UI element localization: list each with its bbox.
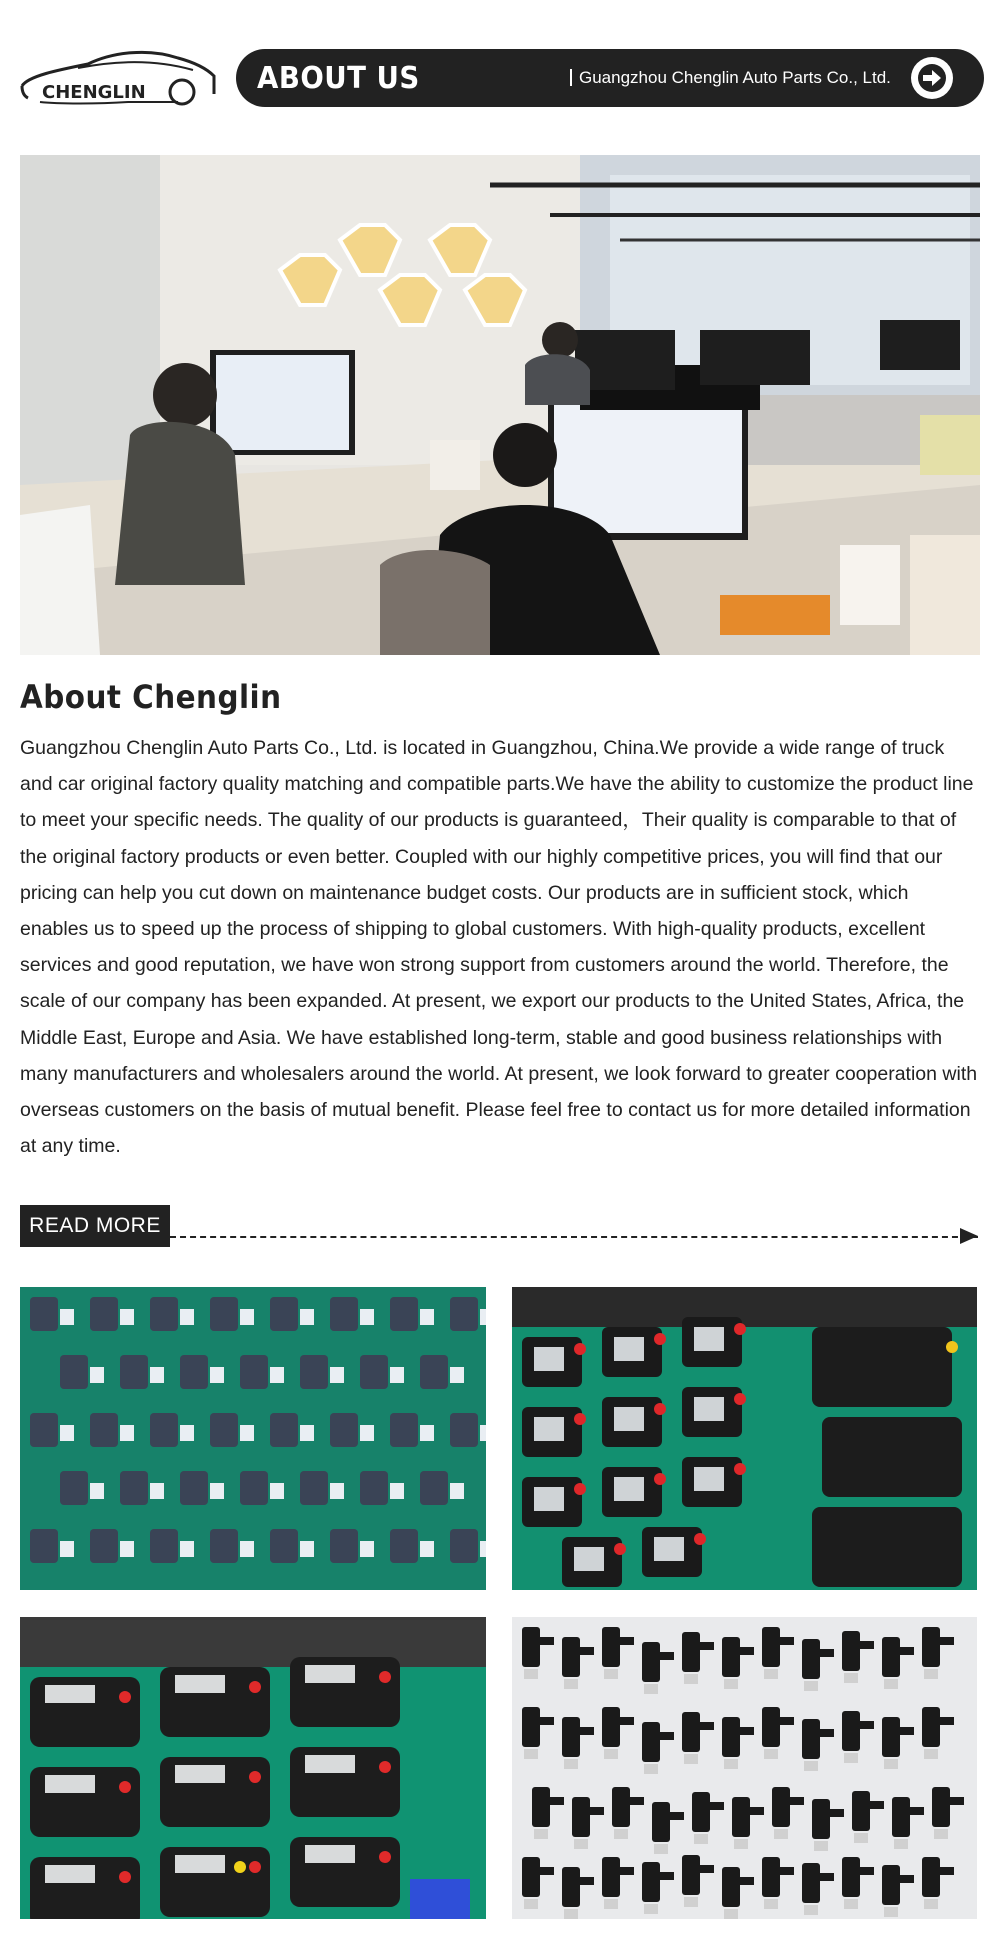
product-photo-3 xyxy=(20,1617,486,1919)
product-photo-1 xyxy=(20,1287,486,1590)
product-photo-2 xyxy=(512,1287,977,1590)
arrow-head-icon xyxy=(960,1228,978,1244)
separator xyxy=(570,69,572,86)
dashed-divider xyxy=(170,1236,978,1238)
arrow-right-icon xyxy=(911,57,953,99)
section-title: About Chenglin xyxy=(20,678,282,716)
arrow-button[interactable] xyxy=(904,50,960,106)
read-more-button[interactable]: READ MORE xyxy=(20,1205,170,1247)
company-name: Guangzhou Chenglin Auto Parts Co., Ltd. xyxy=(579,68,891,87)
logo-text: CHENGLIN xyxy=(42,82,146,103)
chenglin-logo[interactable] xyxy=(18,46,223,110)
office-photo xyxy=(20,155,980,655)
page-title: ABOUT US xyxy=(257,61,420,96)
product-photo-4 xyxy=(512,1617,977,1919)
company-name-label xyxy=(570,63,891,93)
about-paragraph: Guangzhou Chenglin Auto Parts Co., Ltd. is located in Guangzhou, China.We provide a wide range of truck and car original factory quality matching and compatible parts.We have the ability to customize the product line to meet your specific needs. The quality of our products is guaranteed，Their quality is comparable to that of the original factory products or even better. Coupled with our highly competitive prices, you will find that our pricing can help you cut down on maintenance budget costs. Our products are in sufficient stock, which enables us to speed up the process of shipping to global customers. With high-quality products, excellent services and good reputation, we have won strong support from customers around the world. Therefore, the scale of our company has been expanded. At present, we export our products to the United States, Africa, the Middle East, Europe and Asia. We have established long-term, stable and good business relationships with many manufacturers and wholesalers around the world. At present, we look forward to greater cooperation with overseas customers on the basis of mutual benefit. Please feel free to contact us for more detailed information at any time. xyxy=(20,737,978,1158)
